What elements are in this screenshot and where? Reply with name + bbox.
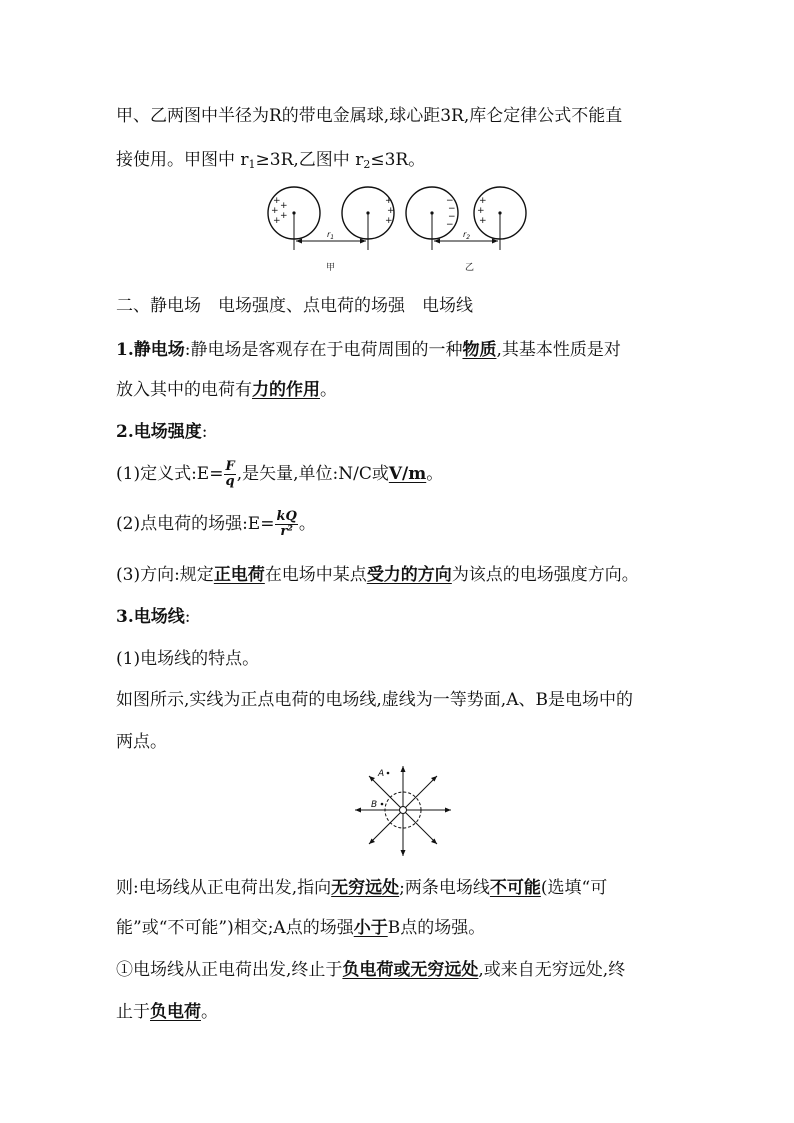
plus-sign: +: [273, 196, 281, 206]
item3-para-2: 两点。: [116, 732, 167, 752]
answer-blank: 无穷远处: [331, 878, 400, 898]
plus-sign: +: [477, 206, 485, 216]
section-title: 二、静电场 电场强度、点电荷的场强 电场线: [116, 296, 473, 316]
answer-blank: 力的作用: [252, 380, 320, 400]
point-b-label: B: [371, 800, 378, 810]
point-charge: [400, 807, 407, 814]
minus-sign: −: [448, 204, 456, 214]
item3-sub1: (1)电场线的特点。: [116, 649, 260, 669]
answer-blank: 受力的方向: [366, 565, 452, 585]
note-line-1: ①电场线从正电荷出发,终止于负电荷或无穷远处,或来自无穷远处,终: [116, 960, 626, 980]
item1-line-1: 1.静电场:静电场是客观存在于电荷周围的一种物质,其基本性质是对: [116, 340, 621, 360]
plus-sign: +: [479, 196, 487, 206]
item2-heading: 2.电场强度:: [116, 422, 208, 442]
answer-blank: 负电荷或无穷远处: [342, 960, 479, 980]
answer-blank: 负电荷: [150, 1002, 201, 1022]
minus-sign: −: [446, 196, 454, 206]
plus-sign: +: [280, 211, 288, 221]
item3-heading: 3.电场线:: [116, 607, 191, 627]
answer-line-1: 则:电场线从正电荷出发,指向无穷远处;两条电场线不可能(选填“可: [116, 878, 608, 898]
definition-formula: (1)定义式:E= $\frac{F}{q}$ ,是矢量,单位:N/C或V/m。: [116, 459, 444, 489]
plus-sign: +: [280, 201, 288, 211]
charged-spheres-figure: [0, 185, 794, 275]
answer-line-2: 能”或“不可能”)相交;A点的场强小于B点的场强。: [116, 918, 486, 938]
plus-sign: +: [385, 216, 393, 226]
answer-blank: 物质: [462, 340, 497, 360]
plus-sign: +: [273, 216, 281, 226]
plus-sign: +: [387, 206, 395, 216]
point-a-label: A: [378, 769, 385, 779]
plus-sign: +: [271, 206, 279, 216]
item3-para-1: 如图所示,实线为正点电荷的电场线,虚线为一等势面,A、B是电场中的: [116, 690, 633, 710]
minus-sign: −: [448, 212, 456, 222]
label-jia: 甲: [326, 263, 336, 273]
fraction-f-over-q: $\frac{F}{q}$: [225, 459, 235, 489]
fraction-kq-over-r2: $\frac{kQ}{\text{r²}}$: [276, 509, 297, 539]
point-charge-formula: (2)点电荷的场强:E= $\frac{kQ}{\text{r²}}$ 。: [116, 509, 316, 539]
item1-line-2: 放入其中的电荷有力的作用。: [116, 380, 337, 400]
answer-blank: V/m: [388, 464, 427, 484]
note-line-2: 止于负电荷。: [116, 1002, 218, 1022]
r1-label: $r_1$: [327, 230, 335, 241]
minus-sign: −: [446, 220, 454, 230]
label-yi: 乙: [465, 263, 475, 273]
direction-line: (3)方向:规定正电荷在电场中某点受力的方向为该点的电场强度方向。: [116, 565, 639, 585]
field-lines-figure: [0, 762, 794, 862]
answer-blank: 不可能: [489, 878, 541, 898]
intro-line-2: 接使用。甲图中 $r_1\ge 3R$,乙图中 $r_2\le 3R$。: [116, 150, 426, 171]
answer-blank: 正电荷: [213, 565, 265, 585]
plus-sign: +: [385, 196, 393, 206]
plus-sign: +: [479, 216, 487, 226]
answer-blank: 小于: [353, 918, 388, 938]
r2-label: $r_2$: [463, 230, 471, 241]
intro-line-1: 甲、乙两图中半径为R的带电金属球,球心距3R,库仑定律公式不能直: [116, 106, 623, 126]
